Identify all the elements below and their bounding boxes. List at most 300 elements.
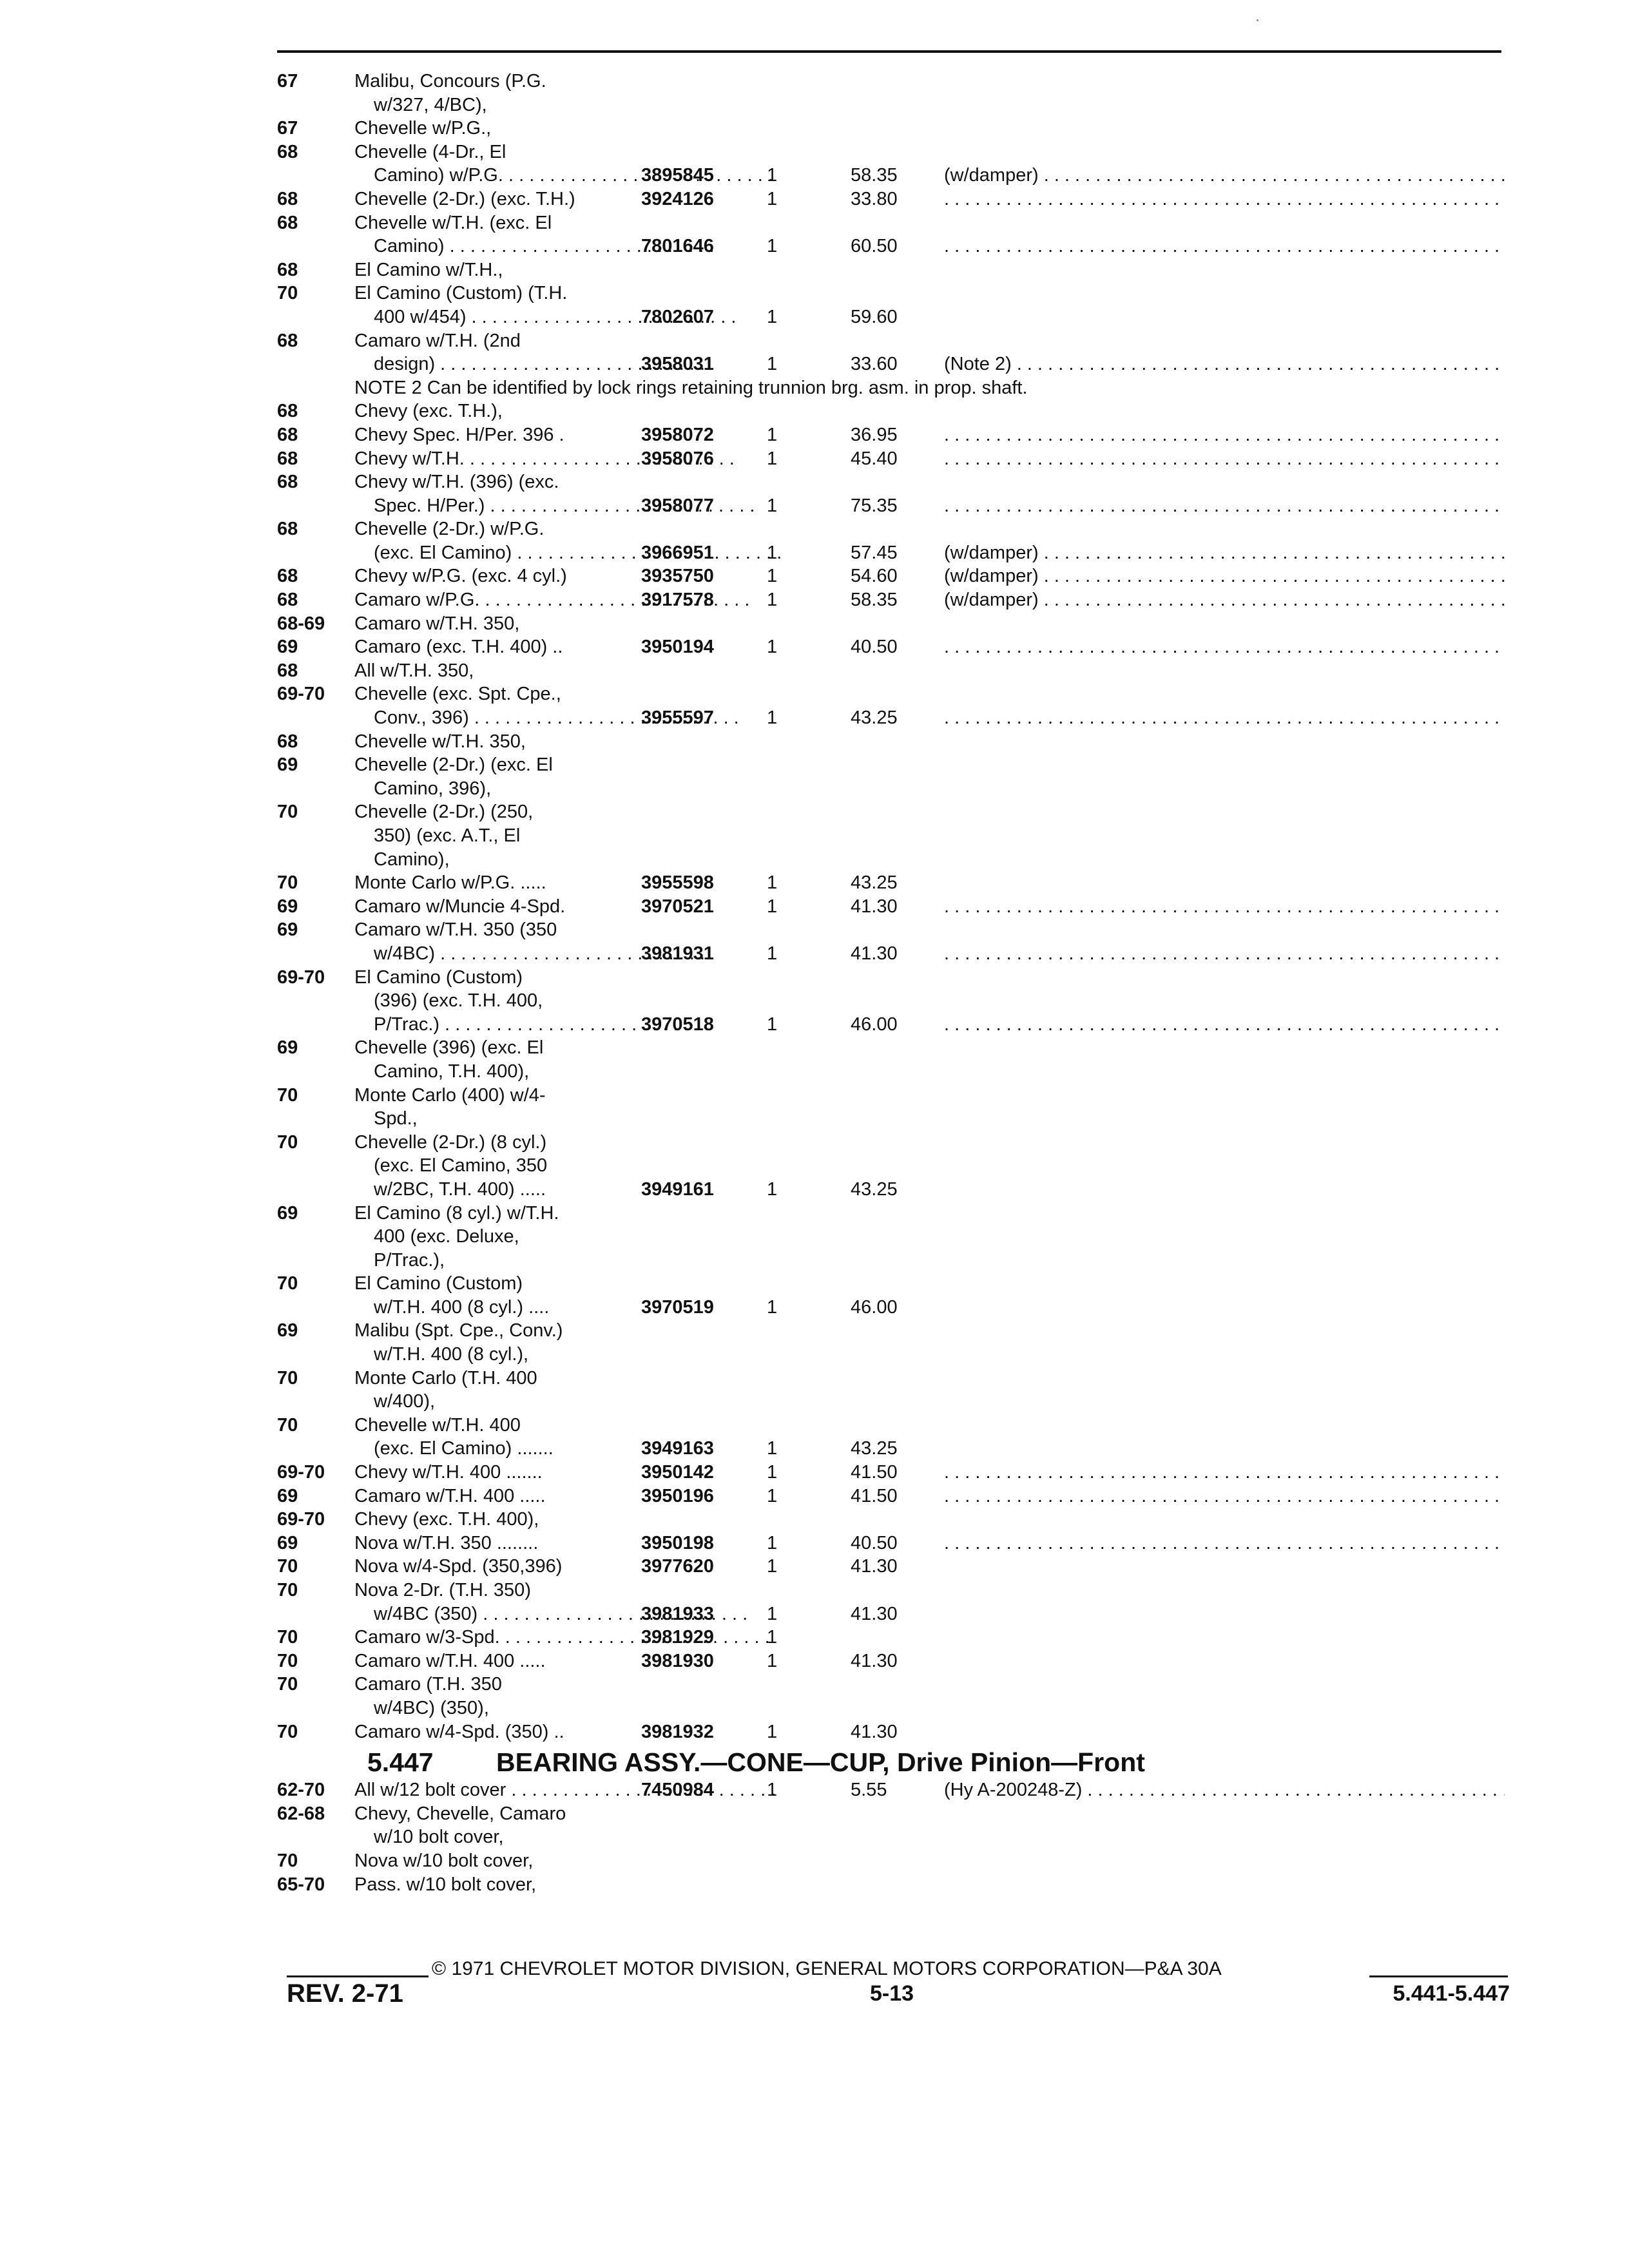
model-year: 70 xyxy=(277,1850,298,1871)
table-row xyxy=(277,871,1508,895)
application-description: Chevy, Chevelle, Camaro xyxy=(354,1803,566,1824)
table-row xyxy=(277,635,1508,659)
part-number: 3958072 xyxy=(641,424,714,445)
quantity: 1 xyxy=(767,590,778,611)
part-number: 3950196 xyxy=(641,1485,714,1506)
section-number: 5.447 xyxy=(367,1747,434,1778)
application-description: Nova 2-Dr. (T.H. 350) xyxy=(354,1580,531,1600)
list-price: 41.50 xyxy=(851,1485,898,1506)
model-year: 70 xyxy=(277,1367,298,1389)
table-row xyxy=(277,918,1508,942)
application-description: Chevy w/T.H. . . . xyxy=(354,447,735,471)
model-year: 70 xyxy=(277,1131,298,1153)
quantity: 1 xyxy=(767,354,778,375)
model-year: 70 xyxy=(277,1721,298,1742)
quantity: 1 xyxy=(767,448,778,469)
table-row xyxy=(277,376,1508,400)
table-row xyxy=(277,1272,1508,1296)
quantity: 1 xyxy=(767,1603,778,1624)
remarks: (w/damper) . . . xyxy=(944,164,1505,187)
quantity: 1 xyxy=(767,1556,778,1577)
list-price: 40.50 xyxy=(851,1532,898,1553)
part-number: 3970519 xyxy=(641,1296,714,1318)
application-description: Chevelle (4-Dr., El xyxy=(354,141,506,162)
table-row xyxy=(277,399,1508,423)
list-price: 58.35 xyxy=(851,165,898,186)
model-year: 62-68 xyxy=(277,1803,325,1824)
model-year: 68 xyxy=(277,212,298,233)
model-year: 68 xyxy=(277,448,298,469)
table-row xyxy=(277,1825,1508,1849)
table-row xyxy=(277,1649,1508,1673)
application-description: Nova w/4-Spd. (350,396) xyxy=(354,1556,563,1577)
quantity: 1 xyxy=(767,566,778,587)
application-description: Camaro w/T.H. 400 ..... xyxy=(354,1650,546,1671)
application-description: 400 w/454) . . . xyxy=(374,305,736,329)
model-year: 69 xyxy=(277,1532,298,1553)
part-number: 3924126 xyxy=(641,188,714,209)
table-row xyxy=(277,800,1508,824)
model-year: 68 xyxy=(277,141,298,162)
model-year: 68 xyxy=(277,401,298,422)
model-year: 70 xyxy=(277,1650,298,1671)
table-row xyxy=(277,1873,1508,1897)
table-row xyxy=(277,1319,1508,1343)
table-row xyxy=(277,706,1508,730)
application-description: Chevy w/T.H. (396) (exc. xyxy=(354,472,559,493)
part-number: 3955598 xyxy=(641,872,714,894)
application-description: Chevelle (2-Dr.) w/P.G. xyxy=(354,519,545,540)
table-row xyxy=(277,659,1508,683)
application-description: Camino, T.H. 400), xyxy=(374,1061,530,1082)
section-title: BEARING ASSY.—CONE—CUP, Drive Pinion—Front xyxy=(496,1747,1145,1778)
application-description: Chevelle (2-Dr.) (8 cyl.) xyxy=(354,1131,547,1153)
table-row xyxy=(277,942,1508,966)
quantity: 1 xyxy=(767,495,778,516)
table-row xyxy=(277,517,1508,541)
table-row xyxy=(277,282,1508,305)
table-row xyxy=(277,1778,1508,1802)
table-row xyxy=(277,753,1508,777)
table-row xyxy=(277,612,1508,636)
application-description: Chevelle w/T.H. 400 xyxy=(354,1414,521,1436)
remarks xyxy=(944,706,1505,730)
table-row xyxy=(277,824,1508,848)
table-row xyxy=(277,93,1508,117)
quantity: 1 xyxy=(767,188,778,209)
application-description: El Camino (Custom) xyxy=(354,966,523,988)
scan-speck xyxy=(1257,19,1258,21)
part-number: 3950198 xyxy=(641,1532,714,1553)
table-row xyxy=(277,470,1508,494)
table-row xyxy=(277,1131,1508,1155)
list-price: 40.50 xyxy=(851,637,898,658)
quantity: 1 xyxy=(767,943,778,964)
quantity: 1 xyxy=(767,1780,778,1801)
quantity: 1 xyxy=(767,1438,778,1459)
table-row xyxy=(277,1296,1508,1320)
application-description: Chevelle (exc. Spt. Cpe., xyxy=(354,684,561,705)
quantity: 1 xyxy=(767,1178,778,1200)
application-description: Chevy w/P.G. (exc. 4 cyl.) xyxy=(354,566,567,587)
application-description: w/2BC, T.H. 400) ..... xyxy=(374,1178,546,1200)
application-description: Monte Carlo (T.H. 400 xyxy=(354,1367,537,1389)
application-description: w/400), xyxy=(374,1391,436,1412)
model-year: 70 xyxy=(277,1084,298,1106)
application-description: Camaro w/T.H. 400 ..... xyxy=(354,1485,546,1506)
model-year: 62-70 xyxy=(277,1780,325,1801)
table-row xyxy=(277,1485,1508,1508)
remarks xyxy=(944,635,1505,659)
application-description: w/4BC (350) . . . xyxy=(374,1602,747,1626)
model-year: 70 xyxy=(277,1580,298,1600)
list-price: 45.40 xyxy=(851,448,898,469)
remarks xyxy=(944,1532,1505,1555)
quantity: 1 xyxy=(767,1462,778,1483)
quantity: 1 xyxy=(767,1650,778,1671)
footnote-text: NOTE 2 Can be identified by lock rings retaining trunnion brg. asm. in prop. shaft. xyxy=(354,377,1028,398)
list-price: 41.30 xyxy=(851,1556,898,1577)
model-year: 68 xyxy=(277,188,298,209)
quantity: 1 xyxy=(767,424,778,445)
table-row xyxy=(277,352,1508,376)
part-number: 3950142 xyxy=(641,1462,714,1483)
model-year: 70 xyxy=(277,1627,298,1648)
table-row xyxy=(277,187,1508,211)
table-row xyxy=(277,1225,1508,1249)
table-row xyxy=(277,1084,1508,1108)
remarks xyxy=(944,1461,1505,1485)
application-description: Monte Carlo w/P.G. ..... xyxy=(354,872,546,894)
part-number: 3981933 xyxy=(641,1603,714,1624)
part-number: 3970518 xyxy=(641,1014,714,1035)
application-description: Camaro w/T.H. 350 (350 xyxy=(354,919,557,941)
parts-list xyxy=(277,70,1508,1896)
application-description: Chevy w/T.H. 400 ....... xyxy=(354,1462,543,1483)
list-price: 46.00 xyxy=(851,1014,898,1035)
table-row xyxy=(277,1602,1508,1626)
application-description: Camaro w/T.H. 350, xyxy=(354,613,520,634)
application-description: All w/12 bolt cover . . . xyxy=(354,1778,776,1802)
table-row xyxy=(277,1461,1508,1485)
remarks: (w/damper) . . . xyxy=(944,588,1505,612)
quantity: 1 xyxy=(767,165,778,186)
application-description: Chevelle (396) (exc. El xyxy=(354,1037,544,1059)
table-row xyxy=(277,1802,1508,1826)
table-row xyxy=(277,848,1508,872)
page-number: 5-13 xyxy=(870,1981,914,2006)
model-year: 68 xyxy=(277,731,298,752)
list-price: 43.25 xyxy=(851,872,898,894)
list-price: 59.60 xyxy=(851,306,898,327)
list-price: 43.25 xyxy=(851,1178,898,1200)
list-price: 33.60 xyxy=(851,354,898,375)
model-year: 69 xyxy=(277,754,298,776)
model-year: 69 xyxy=(277,1037,298,1059)
part-number: 7450984 xyxy=(641,1780,714,1801)
application-description: Camaro w/T.H. (2nd xyxy=(354,330,521,351)
application-description: 350) (exc. A.T., El xyxy=(374,825,521,846)
list-price: 41.30 xyxy=(851,1603,898,1624)
quantity: 1 xyxy=(767,1627,778,1648)
application-description: El Camino w/T.H., xyxy=(354,259,503,280)
application-description: w/4BC) (350), xyxy=(374,1697,489,1718)
table-row xyxy=(277,588,1508,612)
list-price: 33.80 xyxy=(851,188,898,209)
list-price: 41.30 xyxy=(851,1721,898,1742)
model-year: 68-69 xyxy=(277,613,325,634)
model-year: 68 xyxy=(277,424,298,445)
table-row xyxy=(277,1508,1508,1532)
table-row xyxy=(277,211,1508,235)
table-row xyxy=(277,541,1508,565)
list-price: 41.50 xyxy=(851,1462,898,1483)
quantity: 1 xyxy=(767,1532,778,1553)
remarks xyxy=(944,494,1505,518)
quantity: 1 xyxy=(767,1721,778,1742)
part-number: 3955597 xyxy=(641,707,714,729)
table-row xyxy=(277,117,1508,140)
list-price: 41.30 xyxy=(851,1650,898,1671)
table-row xyxy=(277,966,1508,990)
table-row xyxy=(277,1154,1508,1178)
table-row xyxy=(277,1437,1508,1461)
footer-rule-left xyxy=(287,1975,429,1977)
application-description: Pass. w/10 bolt cover, xyxy=(354,1874,537,1895)
model-year: 69-70 xyxy=(277,966,325,988)
part-number: 3966951 xyxy=(641,542,714,563)
part-number: 3958077 xyxy=(641,495,714,516)
table-row xyxy=(277,1013,1508,1037)
table-row xyxy=(277,447,1508,471)
model-year: 70 xyxy=(277,1414,298,1436)
section-range: 5.441-5.447 xyxy=(1393,1981,1510,2006)
table-row xyxy=(277,1367,1508,1390)
part-number: 3981932 xyxy=(641,1721,714,1742)
quantity: 1 xyxy=(767,707,778,729)
application-description: El Camino (8 cyl.) w/T.H. xyxy=(354,1202,559,1224)
part-number: 3981931 xyxy=(641,943,714,964)
model-year: 70 xyxy=(277,1556,298,1577)
remarks xyxy=(944,1485,1505,1508)
application-description: Camaro w/4-Spd. (350) .. xyxy=(354,1721,564,1742)
application-description: Monte Carlo (400) w/4- xyxy=(354,1084,546,1106)
model-year: 69 xyxy=(277,896,298,917)
part-number: 3917578 xyxy=(641,590,714,611)
application-description: Malibu (Spt. Cpe., Conv.) xyxy=(354,1320,563,1341)
model-year: 68 xyxy=(277,259,298,280)
table-row xyxy=(277,1720,1508,1744)
application-description: 400 (exc. Deluxe, xyxy=(374,1226,519,1247)
model-year: 70 xyxy=(277,283,298,304)
model-year: 69-70 xyxy=(277,1509,325,1530)
footer-copyright: © 1971 CHEVROLET MOTOR DIVISION, GENERAL MOTORS CORPORATION—P&A 30A xyxy=(432,1958,1222,1979)
list-price: 41.30 xyxy=(851,896,898,917)
list-price: 58.35 xyxy=(851,590,898,611)
table-row xyxy=(277,1626,1508,1649)
table-row xyxy=(277,1414,1508,1437)
application-description: Camino, 396), xyxy=(374,778,492,799)
list-price: 57.45 xyxy=(851,542,898,563)
application-description: Nova w/T.H. 350 ........ xyxy=(354,1532,539,1553)
table-row xyxy=(277,140,1508,164)
parts-list-section xyxy=(277,1778,1508,1896)
application-description: Chevelle (2-Dr.) (250, xyxy=(354,802,534,823)
quantity: 1 xyxy=(767,637,778,658)
application-description: Spec. H/Per.) . . . xyxy=(374,494,755,518)
table-row xyxy=(277,423,1508,447)
application-description: Camaro w/P.G. . . . xyxy=(354,588,749,612)
application-description: Chevelle (2-Dr.) (exc. T.H.) xyxy=(354,188,575,209)
remarks xyxy=(944,1013,1505,1037)
quantity: 1 xyxy=(767,306,778,327)
part-number: 3895845 xyxy=(641,165,714,186)
part-number: 3949161 xyxy=(641,1178,714,1200)
remarks xyxy=(944,235,1505,258)
table-row xyxy=(277,305,1508,329)
table-row xyxy=(277,494,1508,518)
model-year: 67 xyxy=(277,118,298,139)
application-description: P/Trac.), xyxy=(374,1249,445,1271)
part-number: 3981929 xyxy=(641,1627,714,1648)
application-description: Camino) w/P.G. . . . xyxy=(374,164,773,187)
model-year: 69-70 xyxy=(277,1462,325,1483)
application-description: (exc. El Camino, 350 xyxy=(374,1155,548,1177)
table-row xyxy=(277,777,1508,801)
part-number: 7801646 xyxy=(641,236,714,257)
list-price: 43.25 xyxy=(851,707,898,729)
application-description: Camino), xyxy=(374,849,450,870)
application-description: Spd., xyxy=(374,1108,418,1129)
table-row xyxy=(277,164,1508,187)
part-number: 3958031 xyxy=(641,354,714,375)
table-row xyxy=(277,1532,1508,1555)
table-row xyxy=(277,895,1508,919)
remarks: (Hy A-200248-Z) . . . xyxy=(944,1778,1505,1802)
model-year: 70 xyxy=(277,872,298,894)
parts-list-main xyxy=(277,70,1508,1744)
table-row xyxy=(277,1696,1508,1720)
application-description: w/4BC) . . . xyxy=(374,942,705,966)
table-row xyxy=(277,1343,1508,1367)
application-description: El Camino (Custom) xyxy=(354,1273,523,1294)
part-number: 3949163 xyxy=(641,1438,714,1459)
application-description: Camaro (exc. T.H. 400) .. xyxy=(354,637,563,658)
application-description: Camaro w/3-Spd. . . . xyxy=(354,1626,770,1649)
table-row xyxy=(277,1390,1508,1414)
remarks xyxy=(944,895,1505,919)
application-description: w/T.H. 400 (8 cyl.) .... xyxy=(374,1296,550,1318)
model-year: 67 xyxy=(277,71,298,91)
application-description: w/327, 4/BC), xyxy=(374,94,487,115)
application-description: Camaro w/Muncie 4-Spd. xyxy=(354,896,566,917)
model-year: 69 xyxy=(277,1485,298,1506)
table-row xyxy=(277,1107,1508,1131)
application-description: Chevy Spec. H/Per. 396 . xyxy=(354,424,564,445)
table-row xyxy=(277,1555,1508,1579)
remarks: (w/damper) . . . xyxy=(944,564,1505,588)
remarks xyxy=(944,942,1505,966)
application-description: Chevy (exc. T.H. 400), xyxy=(354,1509,539,1530)
quantity: 1 xyxy=(767,542,778,563)
list-price: 36.95 xyxy=(851,424,898,445)
model-year: 70 xyxy=(277,1273,298,1294)
remarks xyxy=(944,423,1505,447)
table-row xyxy=(277,682,1508,706)
list-price: 75.35 xyxy=(851,495,898,516)
part-number: 3970521 xyxy=(641,896,714,917)
model-year: 69 xyxy=(277,1320,298,1341)
part-number: 3981930 xyxy=(641,1650,714,1671)
list-price: 43.25 xyxy=(851,1438,898,1459)
model-year: 68 xyxy=(277,330,298,351)
part-number: 3977620 xyxy=(641,1556,714,1577)
quantity: 1 xyxy=(767,236,778,257)
table-row xyxy=(277,1579,1508,1602)
application-description: Chevy (exc. T.H.), xyxy=(354,401,503,422)
model-year: 70 xyxy=(277,802,298,823)
list-price: 5.55 xyxy=(851,1780,887,1801)
part-number: 3950194 xyxy=(641,637,714,658)
quantity: 1 xyxy=(767,872,778,894)
remarks: (Note 2) . . . xyxy=(944,352,1505,376)
application-description: Chevelle w/T.H. 350, xyxy=(354,731,526,752)
model-year: 69 xyxy=(277,1202,298,1224)
table-row xyxy=(277,235,1508,258)
list-price: 41.30 xyxy=(851,943,898,964)
application-description: (exc. El Camino) ....... xyxy=(374,1438,554,1459)
model-year: 68 xyxy=(277,660,298,681)
table-row xyxy=(277,564,1508,588)
quantity: 1 xyxy=(767,896,778,917)
table-row xyxy=(277,70,1508,93)
footer-rule-right xyxy=(1369,1975,1508,1977)
model-year: 68 xyxy=(277,472,298,493)
table-row xyxy=(277,329,1508,353)
application-description: P/Trac.) . . . xyxy=(374,1013,709,1037)
model-year: 69 xyxy=(277,919,298,941)
model-year: 69-70 xyxy=(277,684,325,705)
table-row xyxy=(277,989,1508,1013)
model-year: 69 xyxy=(277,637,298,658)
application-description: Malibu, Concours (P.G. xyxy=(354,71,546,91)
table-row xyxy=(277,258,1508,282)
table-row xyxy=(277,1249,1508,1273)
model-year: 68 xyxy=(277,519,298,540)
footer-copyright-line xyxy=(287,1956,1508,1982)
application-description: Camaro (T.H. 350 xyxy=(354,1674,502,1695)
table-row xyxy=(277,1673,1508,1696)
application-description: Camino) . . . xyxy=(374,235,715,258)
part-number: 3935750 xyxy=(641,566,714,587)
table-row xyxy=(277,730,1508,754)
model-year: 65-70 xyxy=(277,1874,325,1895)
model-year: 70 xyxy=(277,1674,298,1695)
application-description: design) . . . xyxy=(374,352,705,376)
list-price: 54.60 xyxy=(851,566,898,587)
remarks xyxy=(944,447,1505,471)
application-description: Chevelle w/T.H. (exc. El xyxy=(354,212,552,233)
application-description: All w/T.H. 350, xyxy=(354,660,474,681)
model-year: 68 xyxy=(277,566,298,587)
application-description: El Camino (Custom) (T.H. xyxy=(354,283,568,304)
part-number: 7802607 xyxy=(641,306,714,327)
application-description: Chevelle (2-Dr.) (exc. El xyxy=(354,754,553,776)
remarks: (w/damper) . . . xyxy=(944,541,1505,565)
table-row xyxy=(277,1036,1508,1060)
application-description: (exc. El Camino) . . . xyxy=(374,541,782,565)
list-price: 60.50 xyxy=(851,236,898,257)
